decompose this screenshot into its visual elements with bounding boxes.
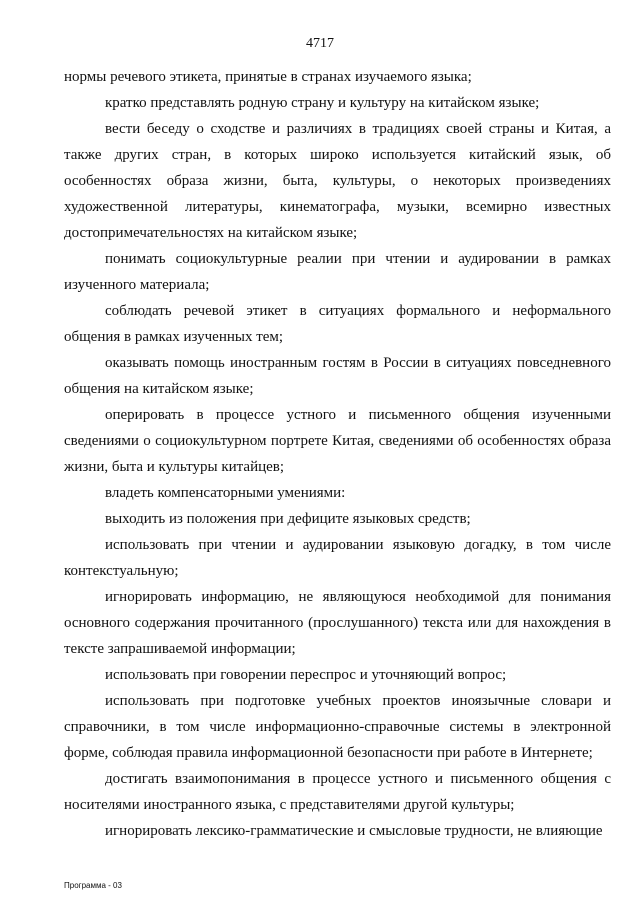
paragraph-continuation: нормы речевого этикета, принятые в странах изучаемого языка; [64,69,472,85]
paragraph: кратко представлять родную страну и культуру на китайском языке; [105,95,540,111]
paragraph: использовать при подготовке учебных проектов иноязычные словари и справочники, в том числе информационно-справочные системы в электронной форме, соблюдая правила информационной безопасности при работе в Интернете; [64,693,611,761]
page-number: 4717 [306,36,334,51]
footer-label: Программа - 03 [64,881,122,890]
paragraph: использовать при говорении переспрос и уточняющий вопрос; [105,667,507,683]
paragraph: понимать социокультурные реалии при чтении и аудировании в рамках изученного материала; [64,251,611,293]
paragraph: вести беседу о сходстве и различиях в традициях своей страны и Китая, а также других стран, в которых широко используется китайский язык, об особенностях образа жизни, быта, культуры, о некоторых произведениях художественной литературы, кинематографа, музыки, всемирно известных достопримечательностях на китайском языке; [64,121,611,241]
paragraph: игнорировать информацию, не являющуюся необходимой для понимания основного содержания прочитанного (прослушанного) текста или для нахождения в тексте запрашиваемой информации; [64,589,611,657]
paragraph: игнорировать лексико-грамматические и смысловые трудности, не влияющие [105,823,603,839]
paragraph: использовать при чтении и аудировании языковую догадку, в том числе контекстуальную; [64,537,611,579]
paragraph: достигать взаимопонимания в процессе устного и письменного общения с носителями иностранного языка, с представителями другой культуры; [64,771,611,813]
paragraph: владеть компенсаторными умениями: [105,485,346,501]
paragraph: соблюдать речевой этикет в ситуациях формального и неформального общения в рамках изученных тем; [64,303,611,345]
paragraph: оказывать помощь иностранным гостям в России в ситуациях повседневного общения на китайском языке; [64,355,611,397]
body-text [64,64,611,844]
paragraph: оперировать в процессе устного и письменного общения изученными сведениями о социокультурном портрете Китая, сведениями об особенностях образа жизни, быта и культуры китайцев; [64,407,611,475]
paragraph: выходить из положения при дефиците языковых средств; [105,511,471,527]
